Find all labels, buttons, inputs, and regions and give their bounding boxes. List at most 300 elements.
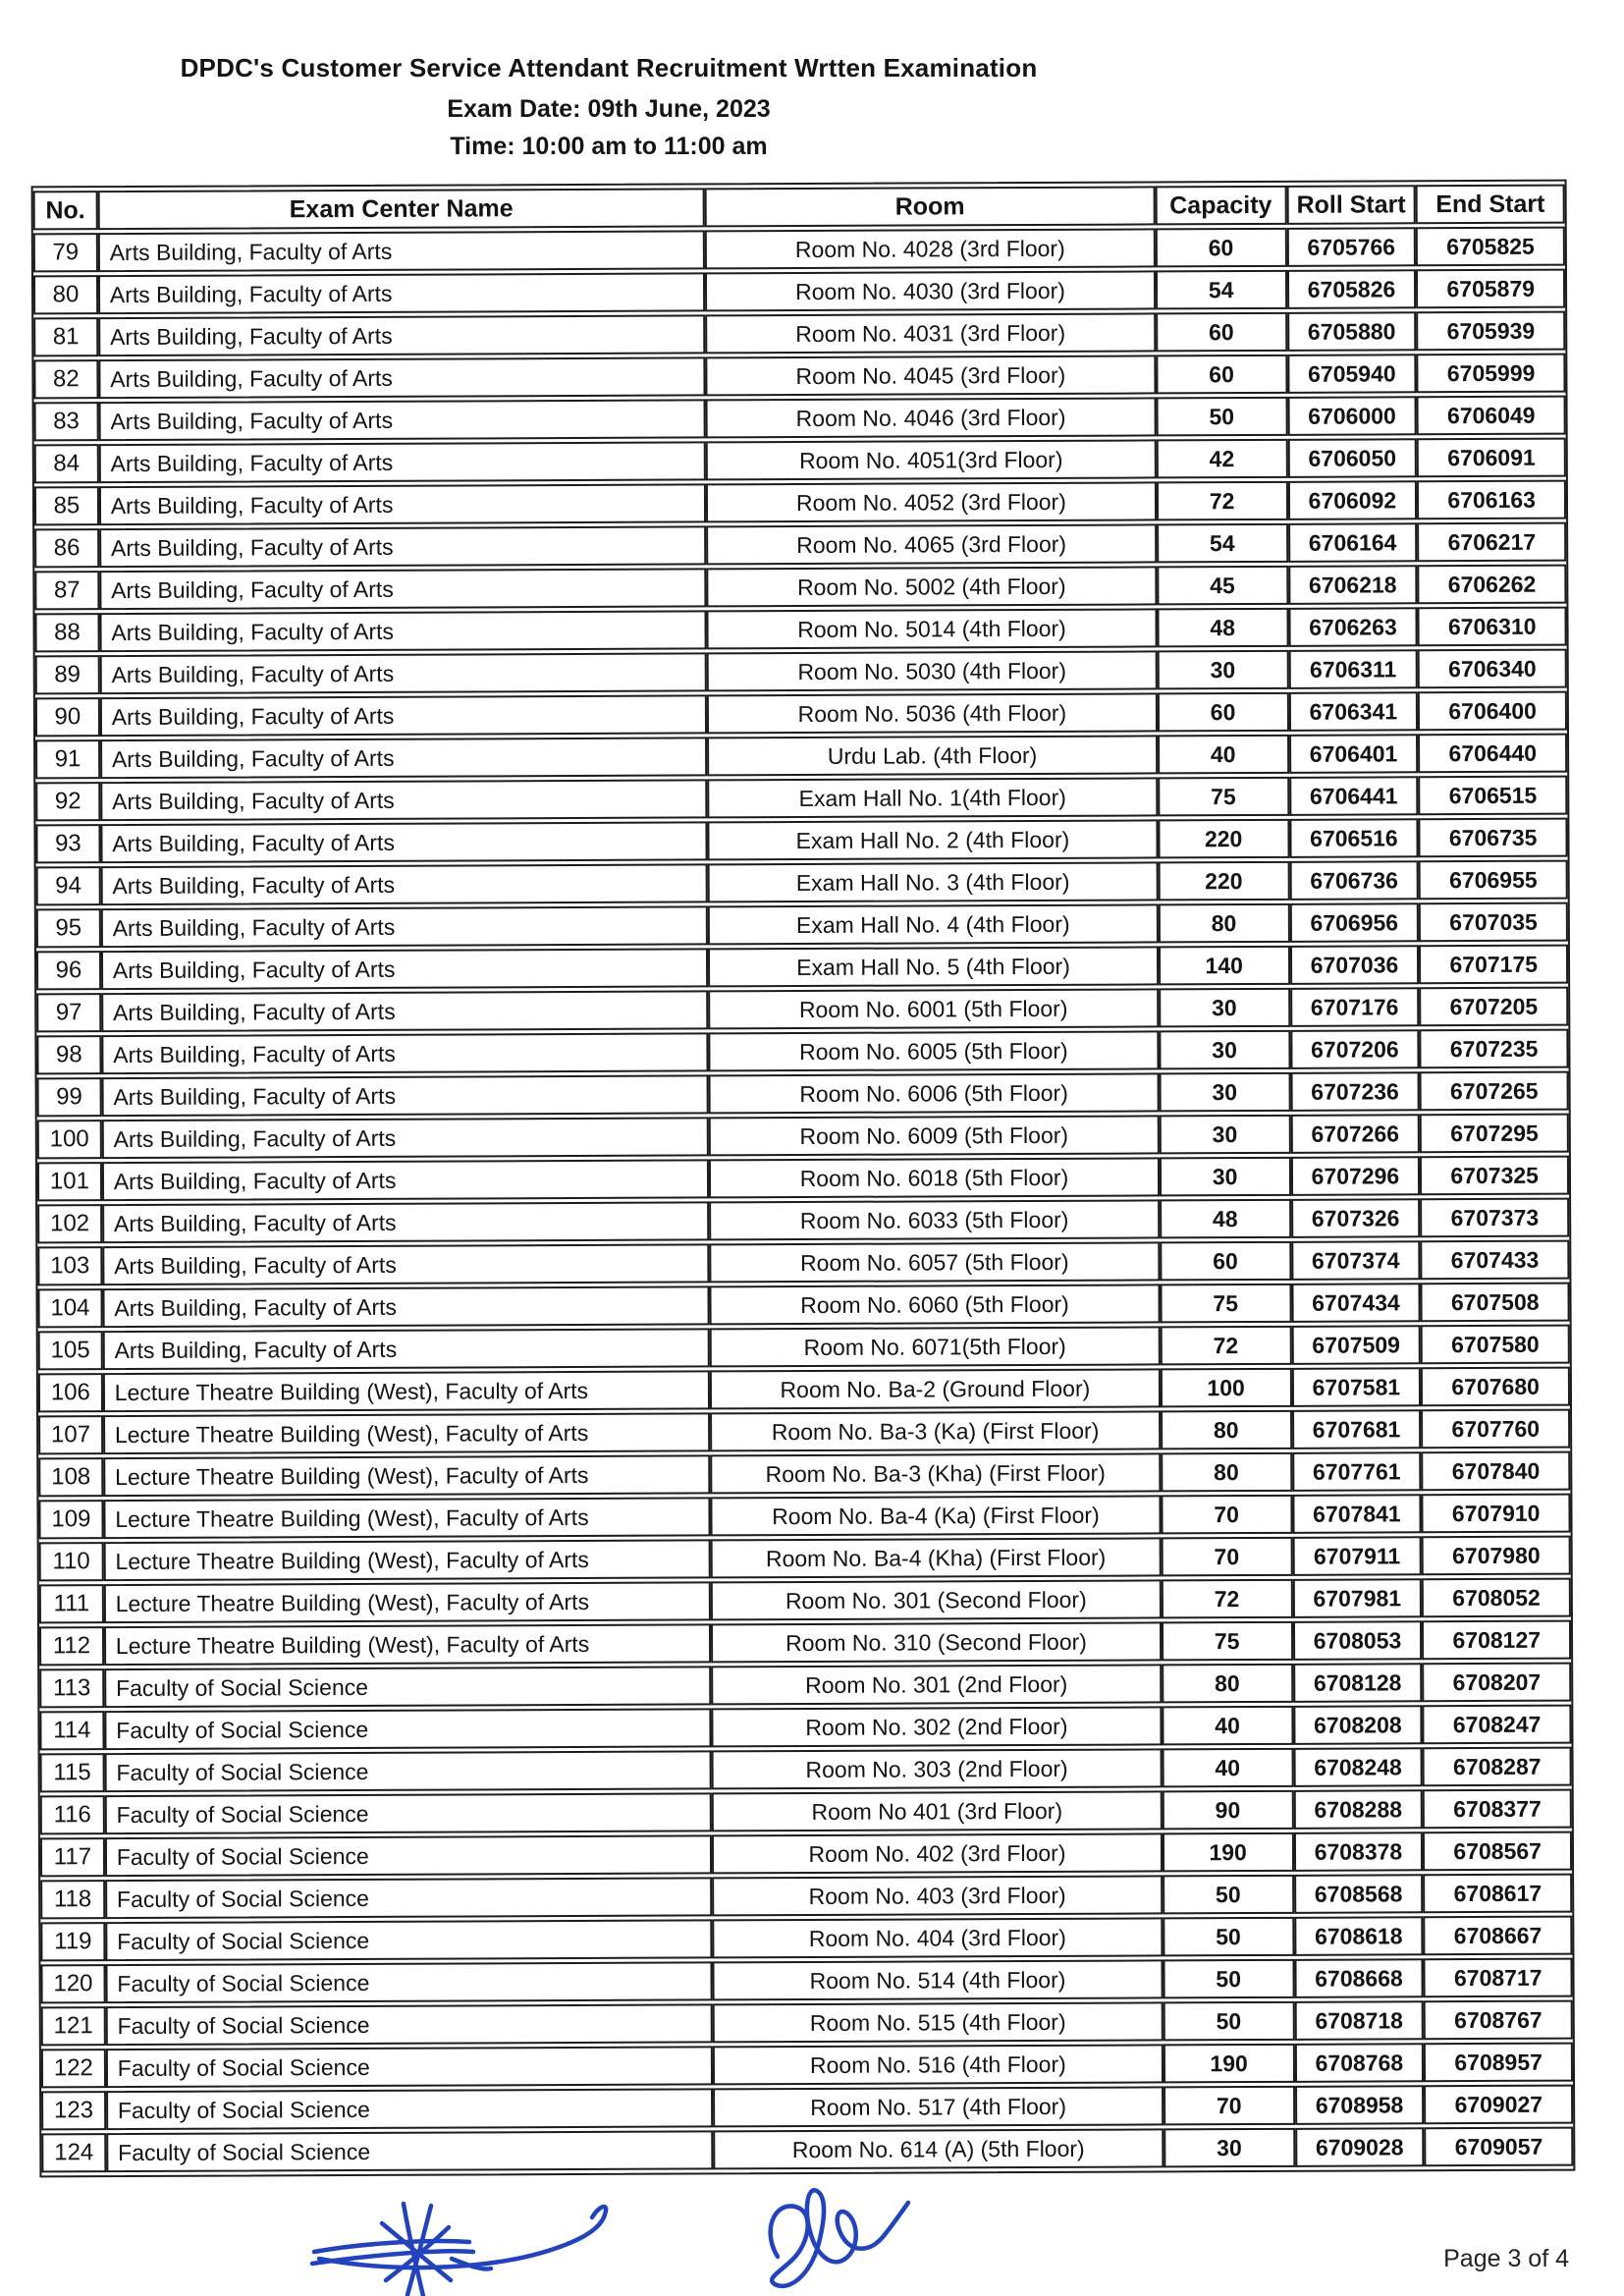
cell-capacity: 50 <box>1163 2001 1294 2042</box>
cell-end-start: 6707175 <box>1419 945 1568 985</box>
cell-roll-start: 6707206 <box>1290 1029 1420 1069</box>
cell-room: Room No. 4030 (3rd Floor) <box>705 270 1156 311</box>
cell-roll-start: 6707581 <box>1291 1367 1421 1407</box>
table-row <box>40 1747 1572 1793</box>
cell-no: 96 <box>36 951 101 990</box>
cell-roll-start: 6705940 <box>1287 354 1417 394</box>
cell-roll-start: 6707841 <box>1292 1494 1422 1534</box>
cell-end-start: 6708957 <box>1424 2043 1573 2083</box>
cell-room: Room No. 301 (Second Floor) <box>711 1579 1162 1620</box>
cell-capacity: 30 <box>1164 2128 1295 2168</box>
cell-end-start: 6707265 <box>1420 1071 1569 1112</box>
cell-no: 93 <box>35 824 100 863</box>
table-header-row <box>33 185 1565 231</box>
cell-end-start: 6708767 <box>1424 2000 1573 2041</box>
table-row <box>39 1620 1571 1667</box>
cell-end-start: 6708127 <box>1422 1620 1571 1661</box>
cell-capacity: 60 <box>1160 1241 1291 1282</box>
table-row <box>35 776 1567 822</box>
cell-end-start: 6709027 <box>1424 2085 1573 2125</box>
cell-no: 86 <box>34 528 99 568</box>
cell-capacity: 70 <box>1161 1495 1292 1535</box>
cell-end-start: 6707910 <box>1422 1494 1571 1534</box>
cell-roll-start: 6708768 <box>1294 2043 1424 2083</box>
cell-no: 82 <box>33 359 98 399</box>
cell-roll-start: 6705766 <box>1286 227 1416 267</box>
cell-room: Room No. 6018 (5th Floor) <box>709 1157 1160 1198</box>
cell-center: Faculty of Social Science <box>106 2088 713 2130</box>
page-number: Page 3 of 4 <box>1443 2245 1569 2272</box>
table-row <box>34 480 1566 526</box>
cell-room: Room No. 6060 (5th Floor) <box>710 1284 1161 1325</box>
cell-no: 111 <box>39 1584 104 1623</box>
cell-center: Arts Building, Faculty of Arts <box>100 694 707 737</box>
cell-capacity: 75 <box>1160 1284 1291 1324</box>
cell-capacity: 30 <box>1157 650 1288 690</box>
table-row <box>39 1663 1571 1709</box>
cell-capacity: 140 <box>1159 946 1290 986</box>
cell-center: Lecture Theatre Building (West), Faculty of Arts <box>104 1581 711 1623</box>
exam-center-table-wrap <box>31 180 1576 2178</box>
cell-capacity: 60 <box>1156 355 1287 395</box>
cell-roll-start: 6708668 <box>1294 1958 1424 1998</box>
cell-capacity: 40 <box>1162 1706 1293 1746</box>
table-row <box>36 1029 1568 1075</box>
cell-roll-start: 6707236 <box>1290 1071 1420 1112</box>
cell-room: Room No. Ba-4 (Kha) (First Floor) <box>711 1537 1162 1578</box>
cell-capacity: 72 <box>1160 1326 1291 1366</box>
cell-no: 94 <box>36 866 101 905</box>
cell-roll-start: 6707374 <box>1291 1240 1421 1281</box>
cell-capacity: 220 <box>1158 819 1289 859</box>
cell-no: 83 <box>34 402 99 441</box>
cell-no: 92 <box>35 782 100 821</box>
cell-room: Exam Hall No. 5 (4th Floor) <box>708 946 1159 987</box>
cell-center: Faculty of Social Science <box>106 2130 713 2172</box>
table-row <box>35 734 1567 780</box>
cell-no: 102 <box>37 1204 102 1243</box>
cell-no: 106 <box>38 1373 103 1412</box>
cell-capacity: 30 <box>1160 1157 1291 1197</box>
cell-center: Arts Building, Faculty of Arts <box>102 1159 709 1201</box>
cell-end-start: 6706262 <box>1418 565 1567 605</box>
cell-center: Arts Building, Faculty of Arts <box>99 441 706 483</box>
cell-capacity: 50 <box>1163 1917 1294 1957</box>
table-row <box>35 691 1567 738</box>
cell-no: 118 <box>40 1880 105 1919</box>
cell-no: 121 <box>41 2006 106 2046</box>
cell-end-start: 6706163 <box>1417 480 1566 520</box>
cell-no: 87 <box>34 571 99 610</box>
cell-capacity: 45 <box>1157 566 1288 606</box>
table-row <box>34 607 1566 653</box>
cell-end-start: 6708207 <box>1423 1663 1572 1703</box>
cell-end-start: 6708567 <box>1423 1831 1572 1872</box>
cell-room: Room No. 402 (3rd Floor) <box>712 1832 1163 1874</box>
cell-roll-start: 6707326 <box>1291 1198 1421 1238</box>
table-row <box>39 1705 1571 1751</box>
cell-end-start: 6708287 <box>1423 1747 1572 1787</box>
cell-end-start: 6707840 <box>1422 1451 1571 1492</box>
cell-no: 99 <box>37 1077 102 1117</box>
cell-roll-start: 6707434 <box>1291 1283 1421 1323</box>
cell-room: Room No. 4031 (3rd Floor) <box>705 312 1156 354</box>
cell-roll-start: 6707911 <box>1292 1536 1422 1576</box>
cell-center: Faculty of Social Science <box>105 1792 712 1834</box>
table-row <box>35 818 1567 864</box>
cell-room: Room No. Ba-2 (Ground Floor) <box>710 1368 1161 1409</box>
table-row <box>36 860 1568 906</box>
cell-center: Arts Building, Faculty of Arts <box>102 1285 709 1328</box>
cell-center: Faculty of Social Science <box>105 2003 712 2046</box>
cell-room: Room No. 517 (4th Floor) <box>713 2086 1164 2127</box>
cell-capacity: 30 <box>1159 1115 1290 1155</box>
cell-end-start: 6707205 <box>1420 987 1569 1027</box>
cell-end-start: 6707508 <box>1421 1283 1570 1323</box>
cell-end-start: 6708247 <box>1423 1705 1572 1745</box>
table-row <box>39 1536 1571 1582</box>
cell-end-start: 6707373 <box>1420 1198 1569 1238</box>
cell-roll-start: 6706401 <box>1289 734 1419 774</box>
cell-no: 112 <box>39 1626 104 1666</box>
cell-capacity: 50 <box>1163 1959 1294 1999</box>
cell-roll-start: 6706092 <box>1287 480 1417 520</box>
cell-center: Arts Building, Faculty of Arts <box>101 990 708 1032</box>
cell-center: Arts Building, Faculty of Arts <box>102 1243 709 1285</box>
table-row <box>40 1831 1572 1878</box>
cell-roll-start: 6708618 <box>1294 1916 1424 1956</box>
cell-room: Room No. Ba-4 (Ka) (First Floor) <box>711 1495 1162 1536</box>
cell-no: 117 <box>40 1837 105 1877</box>
cell-end-start: 6707035 <box>1419 902 1568 943</box>
table-row <box>38 1494 1570 1540</box>
cell-capacity: 50 <box>1163 1875 1294 1915</box>
cell-room: Room No. 303 (2nd Floor) <box>712 1748 1163 1789</box>
cell-end-start: 6706340 <box>1418 649 1567 689</box>
cell-roll-start: 6708568 <box>1294 1874 1424 1914</box>
cell-capacity: 50 <box>1156 397 1287 437</box>
cell-end-start: 6707580 <box>1421 1325 1570 1365</box>
table-row <box>36 987 1568 1033</box>
cell-roll-start: 6708718 <box>1294 2000 1424 2041</box>
cell-end-start: 6705999 <box>1417 354 1566 394</box>
cell-no: 95 <box>36 908 101 948</box>
cell-room: Urdu Lab. (4th Floor) <box>707 735 1158 776</box>
cell-room: Room No. 6001 (5th Floor) <box>708 988 1159 1029</box>
cell-room: Room No. 5036 (4th Floor) <box>707 692 1158 734</box>
cell-room: Room No. 310 (Second Floor) <box>711 1621 1162 1663</box>
cell-roll-start: 6706516 <box>1289 818 1419 858</box>
signature-left-icon <box>304 2198 628 2296</box>
cell-capacity: 48 <box>1160 1199 1291 1239</box>
cell-room: Room No. 4052 (3rd Floor) <box>706 481 1157 522</box>
cell-no: 110 <box>39 1542 104 1581</box>
cell-capacity: 60 <box>1156 228 1287 268</box>
cell-room: Room No. 302 (2nd Floor) <box>711 1706 1162 1747</box>
cell-no: 101 <box>37 1162 102 1201</box>
column-header-roll-start: Roll Start <box>1286 185 1416 225</box>
cell-center: Arts Building, Faculty of Arts <box>101 1074 708 1117</box>
cell-room: Room No. 6005 (5th Floor) <box>708 1030 1159 1071</box>
cell-no: 84 <box>34 444 99 483</box>
exam-date-line: Exam Date: 09th June, 2023 <box>447 95 771 123</box>
table-row <box>38 1325 1570 1371</box>
cell-roll-start: 6705826 <box>1286 269 1416 309</box>
cell-room: Room No. 301 (2nd Floor) <box>711 1664 1162 1705</box>
cell-center: Faculty of Social Science <box>105 1961 712 2003</box>
cell-room: Room No. 6006 (5th Floor) <box>709 1072 1160 1114</box>
table-row <box>36 902 1568 949</box>
table-row <box>38 1451 1570 1498</box>
cell-center: Lecture Theatre Building (West), Faculty of Arts <box>103 1370 710 1412</box>
cell-center: Arts Building, Faculty of Arts <box>100 779 707 821</box>
cell-center: Faculty of Social Science <box>105 1834 712 1877</box>
cell-capacity: 40 <box>1158 735 1289 775</box>
cell-roll-start: 6708208 <box>1293 1705 1423 1745</box>
cell-room: Exam Hall No. 2 (4th Floor) <box>708 819 1159 860</box>
cell-no: 124 <box>41 2133 106 2172</box>
document-header <box>29 53 1188 170</box>
cell-end-start: 6706091 <box>1417 438 1566 478</box>
cell-capacity: 80 <box>1162 1664 1293 1704</box>
table-row <box>37 1198 1569 1244</box>
cell-capacity: 75 <box>1162 1621 1293 1662</box>
cell-roll-start: 6708288 <box>1293 1789 1423 1830</box>
cell-no: 109 <box>38 1500 103 1539</box>
cell-capacity: 80 <box>1161 1410 1292 1450</box>
table-row <box>40 1874 1572 1920</box>
cell-no: 107 <box>38 1415 103 1454</box>
cell-roll-start: 6706736 <box>1289 860 1419 901</box>
table-row <box>41 2127 1573 2173</box>
cell-room: Exam Hall No. 1(4th Floor) <box>707 777 1158 818</box>
table-row <box>36 945 1568 991</box>
cell-end-start: 6707325 <box>1420 1156 1569 1196</box>
cell-capacity: 220 <box>1158 861 1289 902</box>
cell-roll-start: 6707266 <box>1290 1114 1420 1154</box>
table-row <box>34 438 1566 484</box>
cell-end-start: 6708377 <box>1423 1789 1572 1830</box>
cell-center: Lecture Theatre Building (West), Faculty of Arts <box>103 1412 710 1454</box>
cell-no: 116 <box>40 1795 105 1834</box>
cell-center: Arts Building, Faculty of Arts <box>98 272 705 314</box>
cell-room: Room No. 5014 (4th Floor) <box>707 608 1158 649</box>
cell-end-start: 6708617 <box>1423 1874 1572 1914</box>
cell-center: Arts Building, Faculty of Arts <box>99 610 706 652</box>
cell-capacity: 90 <box>1162 1790 1293 1831</box>
cell-roll-start: 6706000 <box>1287 396 1417 436</box>
cell-center: Arts Building, Faculty of Arts <box>99 525 706 568</box>
table-row <box>40 1789 1572 1835</box>
cell-capacity: 80 <box>1159 903 1290 944</box>
cell-center: Faculty of Social Science <box>104 1750 711 1792</box>
cell-center: Arts Building, Faculty of Arts <box>102 1201 709 1243</box>
table-row <box>33 269 1565 315</box>
cell-center: Arts Building, Faculty of Arts <box>100 821 707 863</box>
cell-center: Arts Building, Faculty of Arts <box>101 1032 708 1074</box>
cell-center: Arts Building, Faculty of Arts <box>98 356 705 399</box>
cell-no: 108 <box>38 1457 103 1497</box>
cell-roll-start: 6707981 <box>1292 1578 1422 1618</box>
cell-end-start: 6705879 <box>1416 269 1565 309</box>
column-header-center: Exam Center Name <box>97 188 704 230</box>
cell-end-start: 6707433 <box>1421 1240 1570 1281</box>
table-row <box>38 1367 1570 1413</box>
cell-no: 98 <box>36 1035 101 1074</box>
cell-end-start: 6705939 <box>1417 311 1566 352</box>
cell-capacity: 190 <box>1163 1832 1294 1873</box>
table-row <box>37 1114 1569 1160</box>
table-row <box>40 1958 1572 2004</box>
cell-room: Room No. 6057 (5th Floor) <box>709 1241 1160 1283</box>
cell-center: Arts Building, Faculty of Arts <box>99 652 706 694</box>
cell-capacity: 70 <box>1161 1537 1292 1577</box>
cell-room: Room No. 514 (4th Floor) <box>713 1959 1164 2000</box>
signature-right-icon <box>748 2182 917 2296</box>
cell-center: Lecture Theatre Building (West), Faculty of Arts <box>103 1539 710 1581</box>
cell-end-start: 6708717 <box>1424 1958 1573 1998</box>
cell-roll-start: 6708248 <box>1293 1747 1423 1787</box>
cell-room: Room No. 5030 (4th Floor) <box>707 650 1158 691</box>
cell-center: Arts Building, Faculty of Arts <box>100 863 707 905</box>
cell-no: 122 <box>41 2049 106 2088</box>
cell-end-start: 6706735 <box>1419 818 1568 858</box>
table-row <box>38 1409 1570 1455</box>
cell-roll-start: 6707296 <box>1290 1156 1420 1196</box>
cell-roll-start: 6706311 <box>1288 649 1418 689</box>
cell-room: Room No. 6009 (5th Floor) <box>709 1115 1160 1156</box>
cell-center: Arts Building, Faculty of Arts <box>98 314 705 356</box>
cell-no: 88 <box>34 613 99 652</box>
cell-no: 119 <box>40 1922 105 1961</box>
cell-end-start: 6707760 <box>1421 1409 1570 1449</box>
cell-no: 80 <box>33 275 98 314</box>
cell-center: Arts Building, Faculty of Arts <box>98 230 705 272</box>
cell-no: 90 <box>35 697 100 737</box>
cell-room: Room No. 516 (4th Floor) <box>713 2044 1164 2085</box>
cell-roll-start: 6707509 <box>1291 1325 1421 1365</box>
cell-capacity: 54 <box>1157 523 1288 564</box>
cell-roll-start: 6707176 <box>1290 987 1420 1027</box>
cell-capacity: 80 <box>1161 1452 1292 1493</box>
table-row <box>35 649 1567 695</box>
cell-roll-start: 6707036 <box>1289 945 1419 985</box>
cell-roll-start: 6709028 <box>1295 2127 1425 2167</box>
cell-capacity: 60 <box>1158 692 1289 733</box>
cell-no: 123 <box>41 2091 106 2130</box>
cell-room: Room No. 614 (A) (5th Floor) <box>713 2128 1164 2169</box>
cell-roll-start: 6706218 <box>1288 565 1418 605</box>
cell-room: Exam Hall No. 4 (4th Floor) <box>708 903 1159 945</box>
cell-roll-start: 6706263 <box>1288 607 1418 647</box>
cell-end-start: 6707680 <box>1421 1367 1570 1407</box>
cell-capacity: 54 <box>1156 270 1287 310</box>
cell-capacity: 70 <box>1164 2086 1295 2126</box>
column-header-no: No. <box>33 191 98 230</box>
cell-room: Room No. 4065 (3rd Floor) <box>706 523 1157 565</box>
cell-no: 97 <box>36 993 101 1032</box>
cell-room: Room No 401 (3rd Floor) <box>712 1790 1163 1831</box>
cell-roll-start: 6706050 <box>1287 438 1417 478</box>
cell-capacity: 72 <box>1162 1579 1293 1619</box>
table-row <box>37 1071 1569 1118</box>
cell-capacity: 40 <box>1162 1748 1293 1788</box>
cell-center: Arts Building, Faculty of Arts <box>99 483 706 525</box>
cell-no: 114 <box>39 1711 104 1750</box>
table-row <box>33 354 1565 400</box>
cell-no: 81 <box>33 317 98 356</box>
cell-no: 105 <box>38 1331 103 1370</box>
cell-roll-start: 6707761 <box>1292 1451 1422 1492</box>
table-row <box>34 522 1566 569</box>
cell-end-start: 6707980 <box>1422 1536 1571 1576</box>
cell-roll-start: 6705880 <box>1287 311 1417 352</box>
cell-capacity: 190 <box>1164 2044 1295 2084</box>
cell-end-start: 6706440 <box>1418 734 1567 774</box>
table-row <box>37 1156 1569 1202</box>
cell-roll-start: 6706341 <box>1288 691 1418 732</box>
cell-no: 85 <box>34 486 99 525</box>
cell-end-start: 6708052 <box>1422 1578 1571 1618</box>
cell-end-start: 6706217 <box>1417 522 1566 563</box>
cell-no: 104 <box>37 1288 102 1328</box>
column-header-room: Room <box>705 186 1156 227</box>
cell-no: 115 <box>40 1753 105 1792</box>
cell-roll-start: 6706441 <box>1289 776 1419 816</box>
cell-center: Lecture Theatre Building (West), Faculty of Arts <box>104 1623 711 1666</box>
cell-roll-start: 6708128 <box>1293 1663 1423 1703</box>
cell-room: Room No. Ba-3 (Ka) (First Floor) <box>710 1410 1161 1451</box>
exam-table-body <box>33 227 1574 2173</box>
cell-center: Faculty of Social Science <box>104 1708 711 1750</box>
cell-no: 89 <box>35 655 100 694</box>
cell-center: Arts Building, Faculty of Arts <box>102 1328 709 1370</box>
column-header-end-start: End Start <box>1416 185 1565 225</box>
exam-time-line: Time: 10:00 am to 11:00 am <box>450 133 768 160</box>
cell-end-start: 6706049 <box>1417 396 1566 436</box>
cell-capacity: 48 <box>1157 608 1288 648</box>
cell-center: Lecture Theatre Building (West), Faculty of Arts <box>103 1454 710 1497</box>
cell-room: Room No. 515 (4th Floor) <box>713 2001 1164 2043</box>
cell-room: Room No. 403 (3rd Floor) <box>712 1875 1163 1916</box>
cell-room: Exam Hall No. 3 (4th Floor) <box>708 861 1159 902</box>
cell-no: 100 <box>37 1120 102 1159</box>
cell-room: Room No. 6071(5th Floor) <box>710 1326 1161 1367</box>
cell-center: Lecture Theatre Building (West), Faculty of Arts <box>103 1497 710 1539</box>
exam-center-table <box>31 180 1576 2178</box>
cell-no: 103 <box>37 1246 102 1285</box>
cell-roll-start: 6708053 <box>1292 1620 1422 1661</box>
cell-roll-start: 6708378 <box>1293 1831 1423 1872</box>
table-row <box>41 2043 1573 2089</box>
cell-no: 113 <box>39 1668 104 1708</box>
cell-no: 79 <box>33 233 98 272</box>
table-row <box>39 1578 1571 1624</box>
table-row <box>37 1283 1569 1329</box>
cell-center: Arts Building, Faculty of Arts <box>98 399 705 441</box>
table-row <box>33 311 1565 357</box>
cell-center: Arts Building, Faculty of Arts <box>101 948 708 990</box>
cell-capacity: 30 <box>1159 1072 1290 1113</box>
cell-capacity: 72 <box>1157 481 1288 521</box>
cell-end-start: 6706400 <box>1418 691 1567 732</box>
cell-roll-start: 6708958 <box>1295 2085 1425 2125</box>
cell-center: Faculty of Social Science <box>106 2046 713 2088</box>
cell-end-start: 6707295 <box>1420 1114 1569 1154</box>
cell-center: Arts Building, Faculty of Arts <box>100 737 707 779</box>
cell-room: Room No. Ba-3 (Kha) (First Floor) <box>710 1452 1161 1494</box>
table-row <box>41 2085 1573 2131</box>
